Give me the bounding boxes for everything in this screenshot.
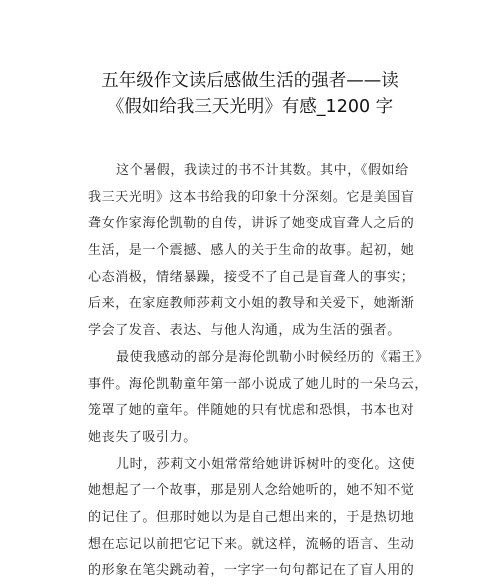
body-line: 想在忘记以前把它记下来。就这样，流畅的语言、生动 xyxy=(88,536,415,552)
body-line: 学会了发音、表达、与他人沟通，成为生活的强者。 xyxy=(88,323,401,339)
title-line-2: 《假如给我三天光明》有感_1200 字 xyxy=(106,97,394,117)
body-line: 这个暑假，我读过的书不计其数。其中，《假如给 xyxy=(116,163,409,178)
body-line: 事件。海伦凯勒童年第一部小说成了她儿时的一朵乌云， xyxy=(88,376,429,392)
document-body xyxy=(88,158,429,585)
title-line-1: 五年级作文读后感做生活的强者——读 xyxy=(101,71,399,91)
body-line: 的记住了。但那时她以为是自己想出来的，于是热切地 xyxy=(88,509,415,525)
body-line: 笼罩了她的童年。伴随她的只有忧虑和恐惧，书本也对 xyxy=(88,403,415,419)
body-line: 我三天光明》这本书给我的印象十分深刻。它是美国盲 xyxy=(88,189,415,205)
body-line: 她想起了一个故事，那是别人念给她听的，她不知不觉 xyxy=(88,483,415,499)
body-line: 生活，是一个震撼、感人的关于生命的故事。起初，她 xyxy=(88,243,415,259)
body-line: 的形象在笔尖跳动着，一字字一句句都记在了盲人用的 xyxy=(88,563,415,579)
body-line: 儿时，莎莉文小姐常常给她讲诉树叶的变化。这使 xyxy=(116,456,416,472)
body-line: 后来，在家庭教师莎莉文小姐的教导和关爱下，她渐渐 xyxy=(88,296,415,312)
body-line: 她丧失了吸引力。 xyxy=(88,429,197,445)
body-line: 最使我感动的部分是海伦凯勒小时候经历的《霜王》 xyxy=(116,349,429,365)
body-line: 心态消极，情绪暴躁，接受不了自己是盲聋人的事实； xyxy=(88,269,415,285)
body-line: 聋女作家海伦凯勒的自传，讲诉了她变成盲聋人之后的 xyxy=(88,216,415,232)
document-title xyxy=(60,68,440,120)
